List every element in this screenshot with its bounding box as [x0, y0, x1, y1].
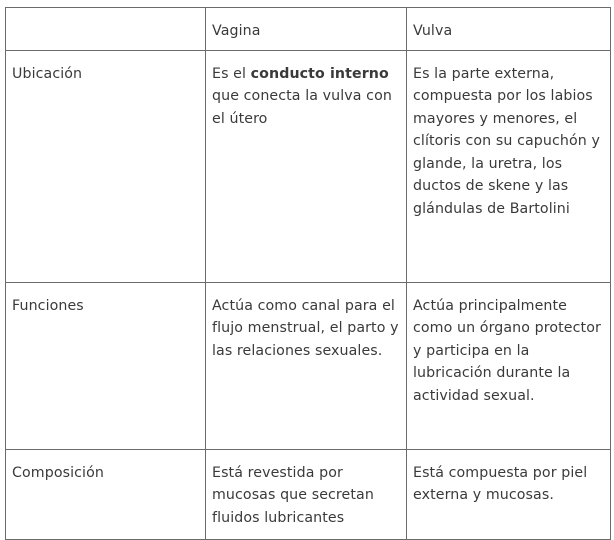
- table-row: [6, 50, 611, 282]
- table-header-row: [6, 8, 611, 51]
- row-label-cell: [6, 50, 206, 282]
- vulva-funciones-text: Actúa principalmente como un órgano protector y participa en la lubricación durante la actividad sexual.: [413, 297, 601, 404]
- header-cell-vulva: [407, 8, 611, 51]
- header-vulva-text: Vulva: [413, 23, 453, 39]
- vulva-composicion-text: Está compuesta por piel externa y mucosas.: [413, 464, 588, 503]
- table-row: [6, 282, 611, 449]
- vagina-cell: [206, 50, 407, 282]
- vulva-cell: [407, 50, 611, 282]
- text-segment: Es el: [212, 65, 251, 82]
- header-cell-empty: [6, 8, 206, 51]
- row-label-composicion: Composición: [12, 464, 104, 481]
- text-segment: que conecta la vulva con el útero: [212, 88, 392, 127]
- row-label-funciones: Funciones: [12, 297, 84, 314]
- vagina-composicion-text: Está revestida por mucosas que secretan fluidos lubricantes: [212, 464, 374, 526]
- vagina-ubicacion-text: [212, 63, 400, 131]
- vulva-cell: [407, 449, 611, 539]
- row-label-cell: [6, 282, 206, 449]
- vulva-cell: [407, 282, 611, 449]
- row-label-cell: [6, 449, 206, 539]
- vagina-cell: [206, 282, 407, 449]
- vulva-ubicacion-text: Es la parte externa, compuesta por los labios mayores y menores, el clítoris con su capuchón y glande, la uretra, los ductos de skene y las glándulas de Bartolini: [413, 65, 600, 217]
- table-row: [6, 449, 611, 539]
- header-cell-vagina: [206, 8, 407, 51]
- row-label-ubicacion: Ubicación: [12, 65, 83, 82]
- vagina-cell: [206, 449, 407, 539]
- header-vagina-text: Vagina: [212, 23, 261, 39]
- vagina-funciones-text: Actúa como canal para el flujo menstrual, el parto y las relaciones sexuales.: [212, 297, 399, 359]
- bold-term: conducto interno: [250, 65, 389, 82]
- comparison-table: [5, 7, 611, 540]
